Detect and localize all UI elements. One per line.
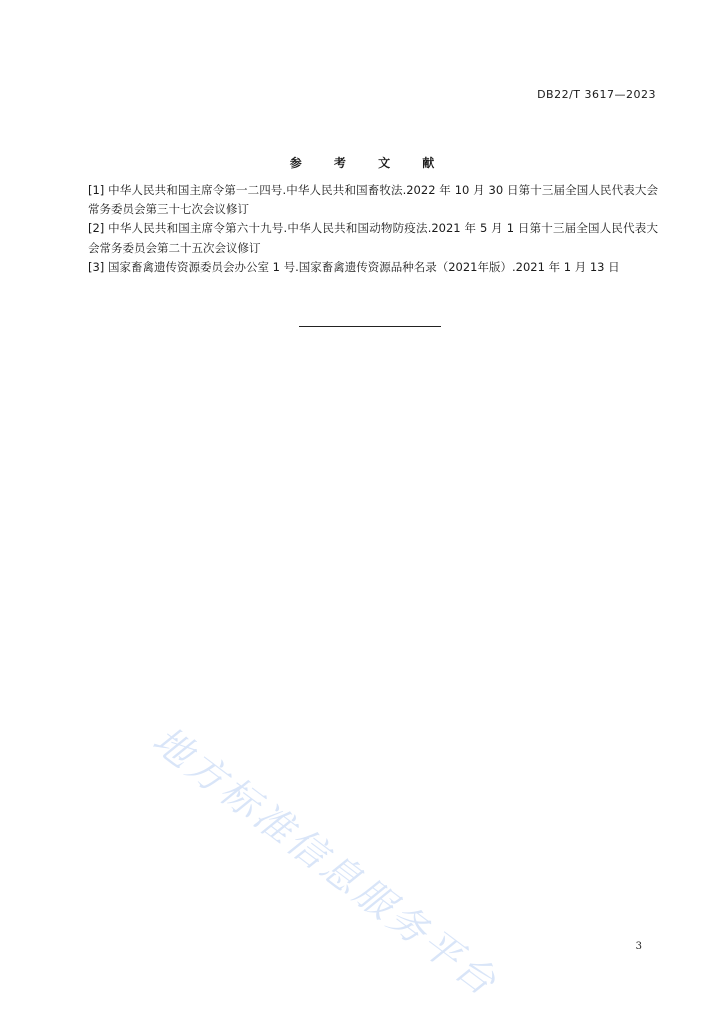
reference-item-1: [1] 中华人民共和国主席令第一二四号.中华人民共和国畜牧法.2022 年 10 月 30 日第十三届全国人民代表大会常务委员会第三十七次会议修订	[88, 183, 658, 217]
reference-item-2: [2] 中华人民共和国主席令第六十九号.中华人民共和国动物防疫法.2021 年 5 月 1 日第十三届全国人民代表大会常务委员会第二十五次会议修订	[88, 221, 658, 255]
watermark: 地方标准信息服务平台	[144, 717, 507, 1006]
end-rule-divider	[299, 326, 441, 327]
document-code: DB22/T 3617—2023	[537, 88, 656, 101]
reference-list	[88, 181, 658, 277]
reference-item-3: [3] 国家畜禽遗传资源委员会办公室 1 号.国家畜禽遗传资源品种名录（2021年版）.2021 年 1 月 13 日	[88, 259, 620, 274]
section-title: 参 考 文 献	[289, 156, 449, 170]
page-number: 3	[635, 941, 642, 952]
